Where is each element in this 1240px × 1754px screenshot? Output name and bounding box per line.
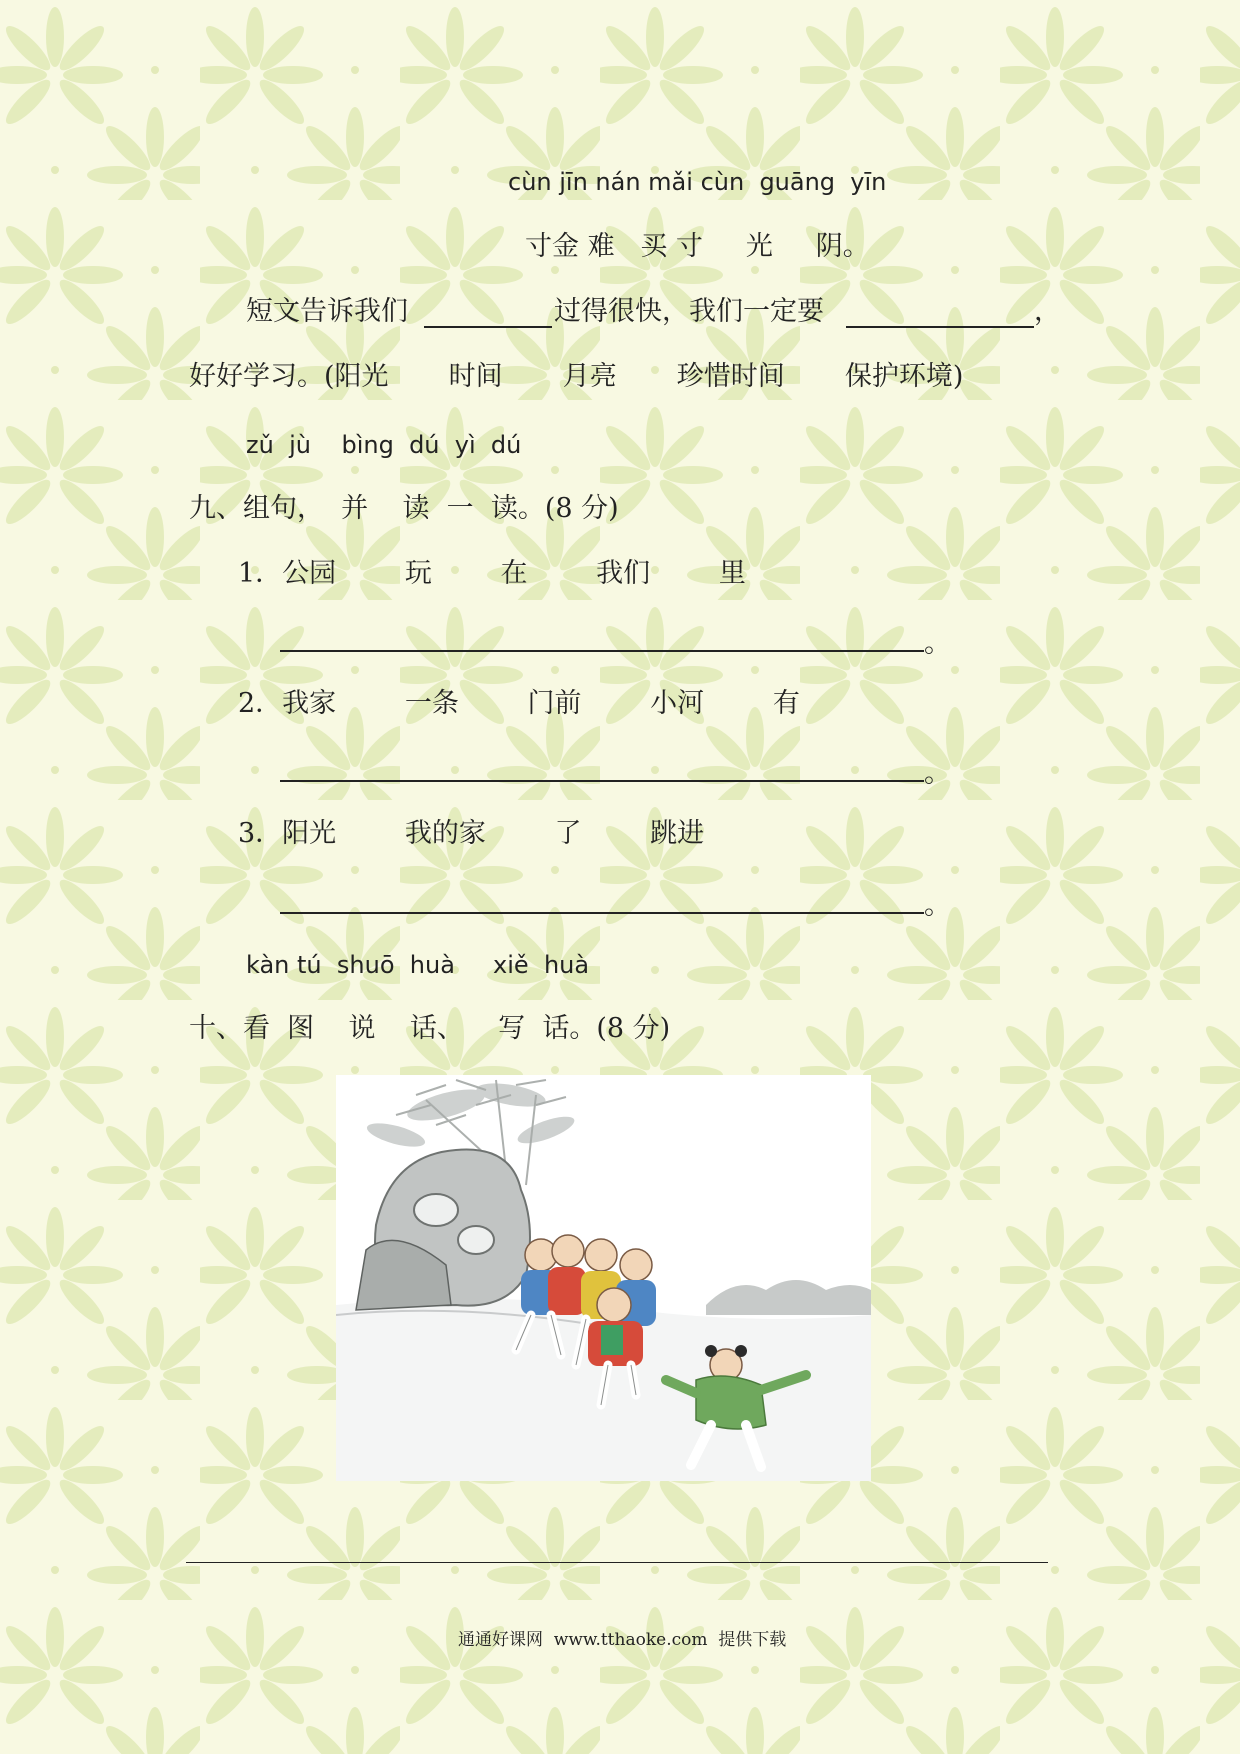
poem-text: 寸金 难 买 寸 光 阴。 [525,231,870,262]
answer-blank-1[interactable] [424,326,552,328]
answer-line-1[interactable] [280,650,924,652]
section10-pinyin: kàn tú shuō huà xiě huà [246,951,590,979]
answer-blank-2[interactable] [846,326,1034,328]
section9-pinyin: zǔ jù bìng dú yì dú [246,431,522,459]
sentence-item-3: 3．阳光 我的家 了 跳进 [238,818,705,849]
answer-line-1-end: 。 [924,628,951,659]
answer-line-3-end: 。 [924,890,951,921]
answer-line-3[interactable] [280,912,924,914]
footer-source-text: 通通好课网 www.tthaoke.com 提供下载 [458,1630,787,1650]
footer-divider [186,1562,1048,1563]
section9-title: 九、组句， 并 读 一 读。(8 分) [189,493,619,524]
fill-blank-middle: 过得很快，我们一定要 [554,296,824,327]
answer-line-2-end: 。 [924,758,951,789]
poem-pinyin: cùn jīn nán mǎi cùn guāng yīn [508,168,887,196]
fill-blank-prefix: 短文告诉我们 [246,296,408,327]
sentence-item-1: 1．公园 玩 在 我们 里 [238,558,746,589]
section10-title: 十、看 图 说 话、 写 话。(8 分) [189,1013,671,1044]
sentence-item-2: 2．我家 一条 门前 小河 有 [238,688,800,719]
children-playing-illustration [336,1075,871,1481]
illustration-icon [336,1075,871,1481]
fill-blank-comma: ， [1034,296,1061,327]
answer-line-2[interactable] [280,780,924,782]
fill-blank-options: 好好学习。(阳光 时间 月亮 珍惜时间 保护环境) [189,361,964,392]
